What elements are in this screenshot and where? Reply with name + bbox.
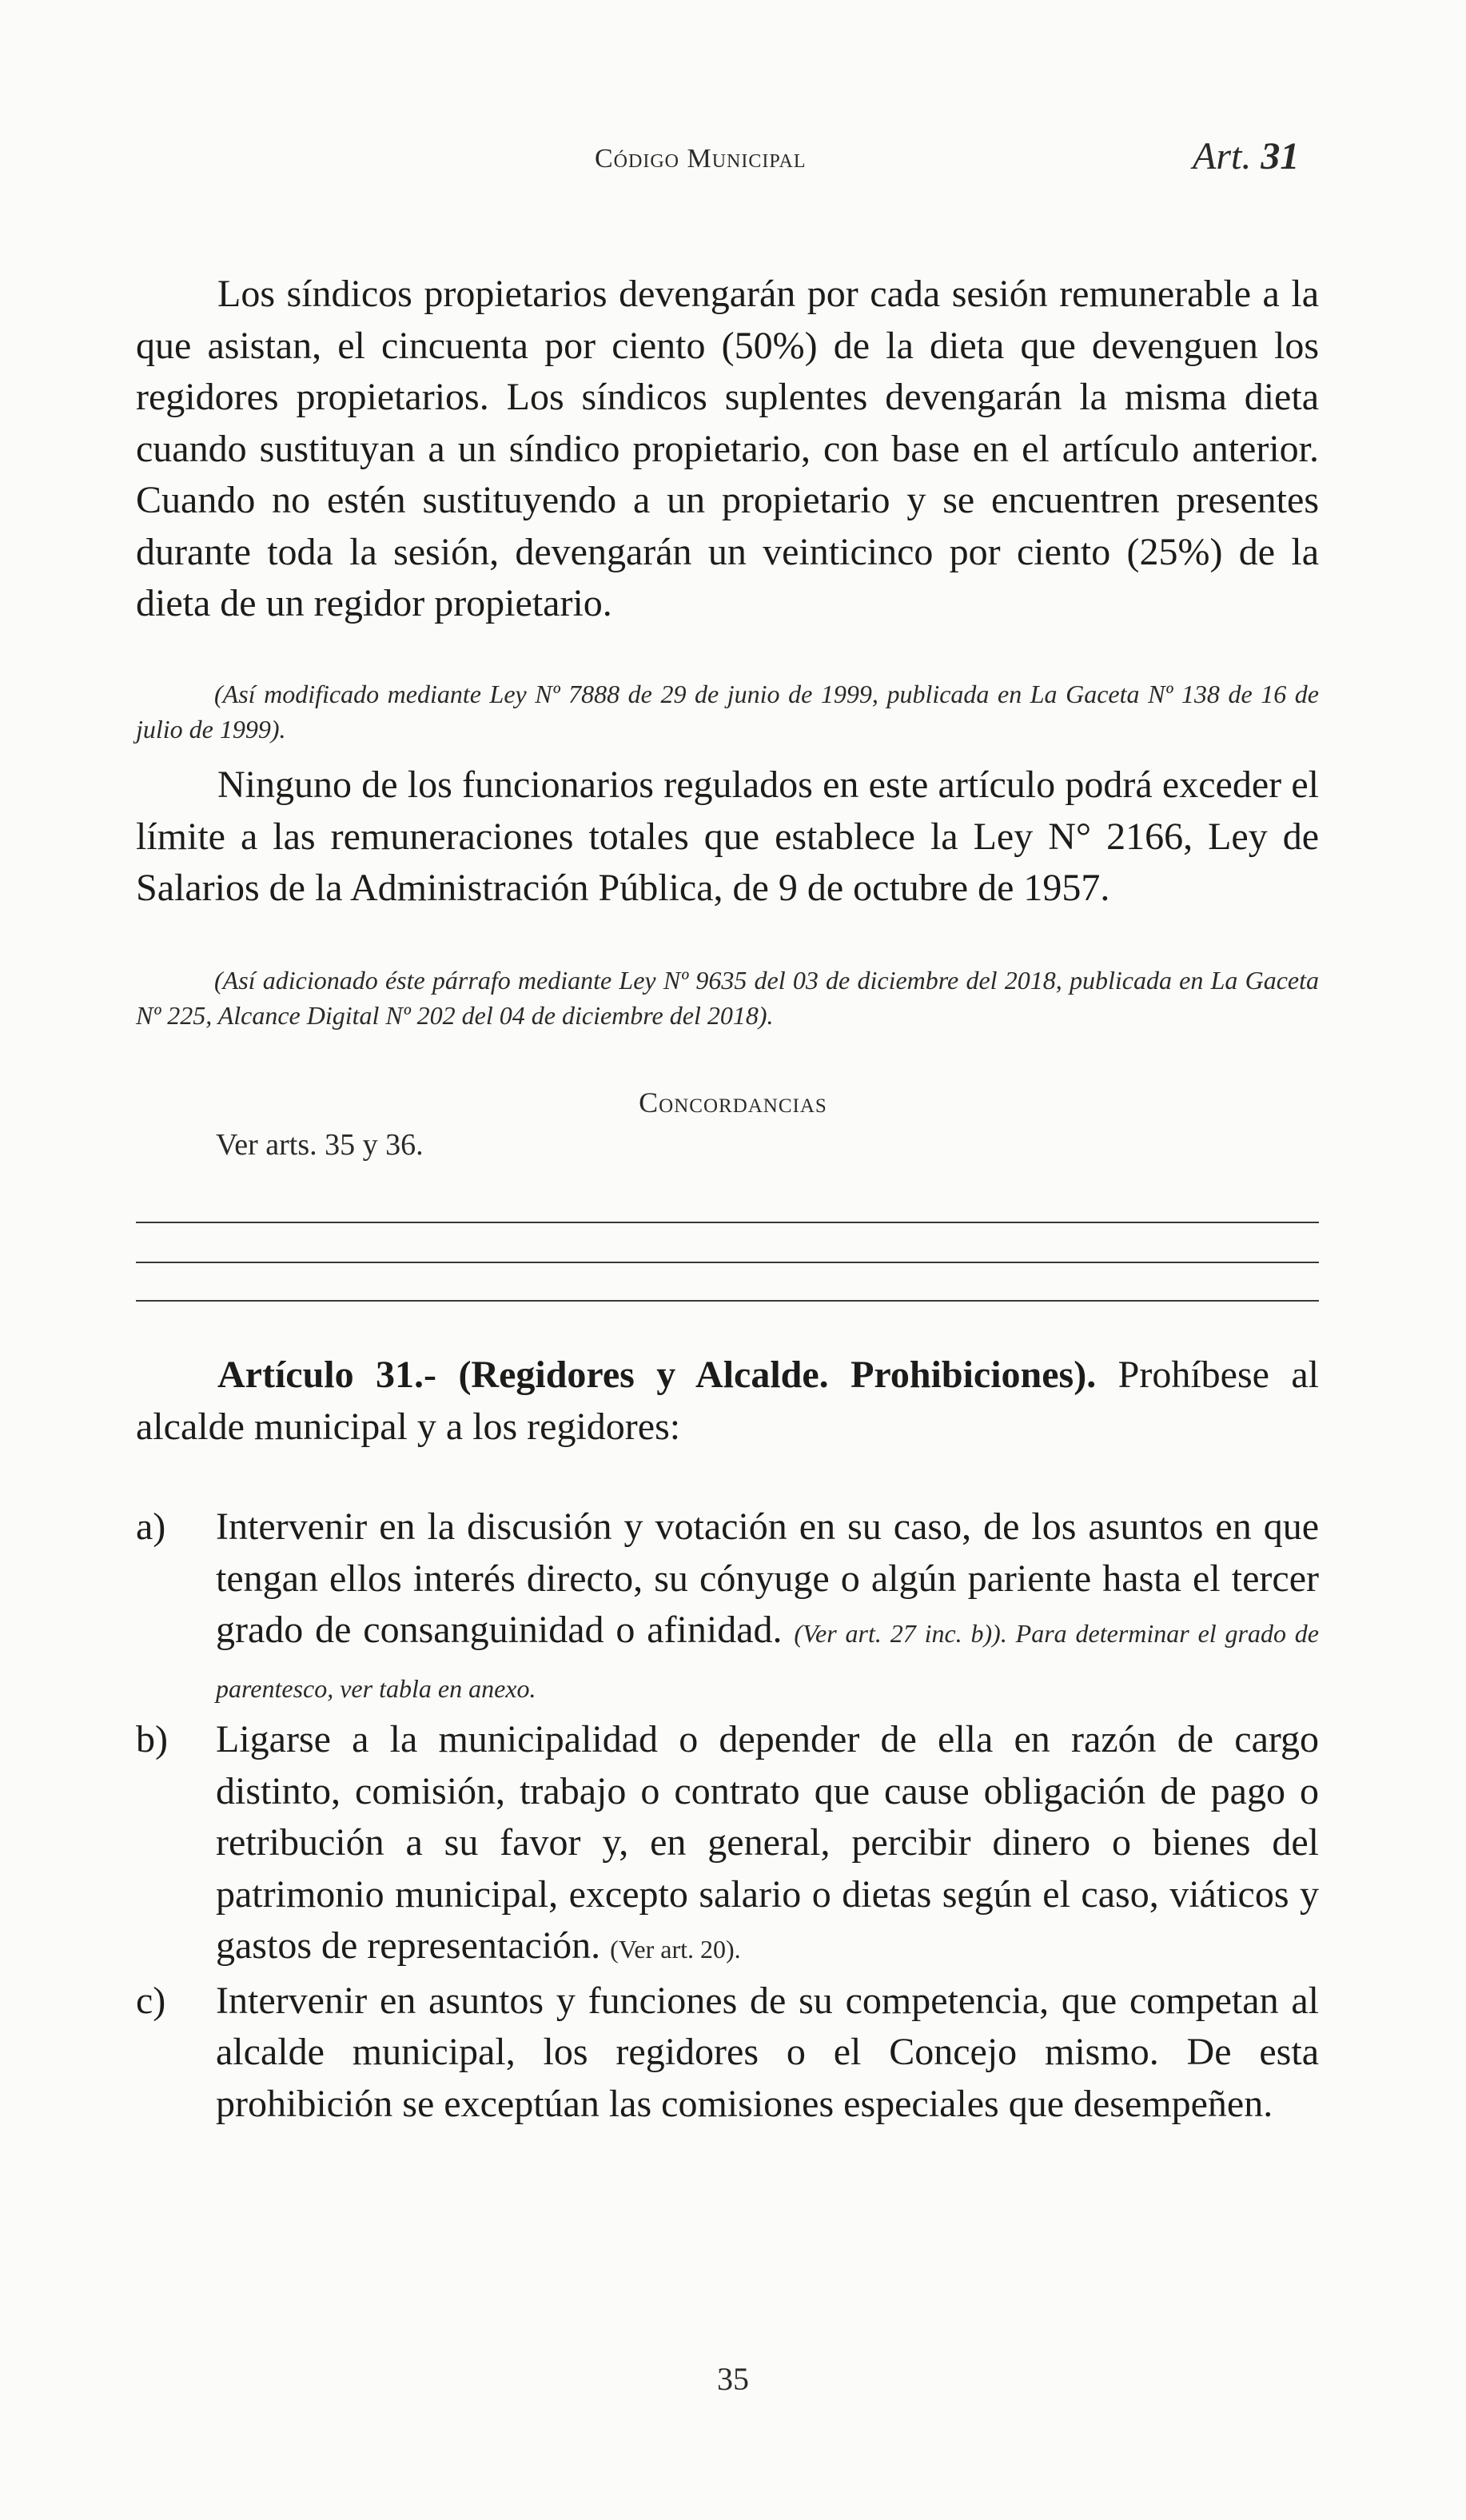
divider-line-3 (136, 1300, 1319, 1302)
article-intro: Prohíbese al alcalde municipal y a los regidores: (136, 1354, 1320, 1448)
divider-line-2 (136, 1262, 1319, 1263)
list-item-text: Ligarse a la municipalidad o depender de ella en razón de cargo distinto, comisión, trabajo o contrato que cause obligación de pago o retribución a su favor y, en general, percibir dinero o bienes del patrimonio municipal, excepto salario o dietas según el caso, viáticos y gastos de representación. (216, 1718, 1319, 1967)
article-prefix: Art. (1193, 135, 1252, 177)
article-reference-number: 31 (1261, 135, 1300, 177)
concordancias-heading: Concordancias (639, 1087, 827, 1118)
list-marker: b) (136, 1718, 168, 1760)
list-item-text: Intervenir en asuntos y funciones de su competencia, que competan al alcalde municipal, los regidores o el Concejo mismo. De esta prohibición se exceptúan las comisiones especiales que desempeñen. (216, 1979, 1319, 2125)
article-reference (1193, 134, 1299, 178)
note-addition-2018: (Así adicionado éste párrafo mediante Ley Nº 9635 del 03 de diciembre del 2018, publicada en La Gaceta Nº 225, Alcance Digital Nº 202 del 04 de diciembre del 2018). (136, 966, 1319, 1030)
page-number: 35 (717, 2361, 749, 2397)
list-item-a (136, 1501, 1319, 1714)
list-marker: a) (136, 1505, 166, 1548)
concordancias-text: Ver arts. 35 y 36. (216, 1128, 424, 1162)
prohibitions-list (136, 1501, 1319, 2130)
paragraph-limite-remuneraciones: Ninguno de los funcionarios regulados en este artículo podrá exceder el límite a las remuneraciones totales que establece la Ley N° 2166, Ley de Salarios de la Administración Pública, de 9 de octubre de 1957. (136, 764, 1319, 909)
article-31-heading-paragraph (136, 1350, 1319, 1453)
paragraph-sindicos: Los síndicos propietarios devengarán por cada sesión remunerable a la que asistan, el cincuenta por ciento (50%) de la dieta que devenguen los regidores propietarios. Los síndicos suplentes devengarán la misma dieta cuando sustituyan a un síndico propietario, con base en el artículo anterior. Cuando no estén sustituyendo a un propietario y se encuentren presentes durante toda la sesión, devengarán un veinticinco por ciento (25%) de la dieta de un regidor propietario. (136, 273, 1319, 624)
list-item-citation: (Ver art. 20). (610, 1935, 741, 1964)
running-title: Código Municipal (595, 144, 807, 173)
article-title: Artículo 31.- (Regidores y Alcalde. Prohibiciones). (217, 1354, 1097, 1396)
list-item-text: Intervenir en la discusión y votación en su caso, de los asuntos en que tengan ellos interés directo, su cónyuge o algún pariente hasta el tercer grado de consanguinidad o afinidad. (216, 1505, 1319, 1651)
divider-line-1 (136, 1222, 1319, 1223)
list-marker: c) (136, 1979, 166, 2022)
list-item-c (136, 1976, 1319, 2131)
list-item-citation: (Ver art. 27 inc. b)). Para determinar el grado de parentesco, ver tabla en anexo. (216, 1619, 1320, 1703)
note-modification-1999: (Así modificado mediante Ley Nº 7888 de 29 de junio de 1999, publicada en La Gaceta Nº 138 de 16 de julio de 1999). (136, 680, 1319, 744)
list-item-b (136, 1714, 1319, 1976)
page-header (0, 134, 1466, 190)
